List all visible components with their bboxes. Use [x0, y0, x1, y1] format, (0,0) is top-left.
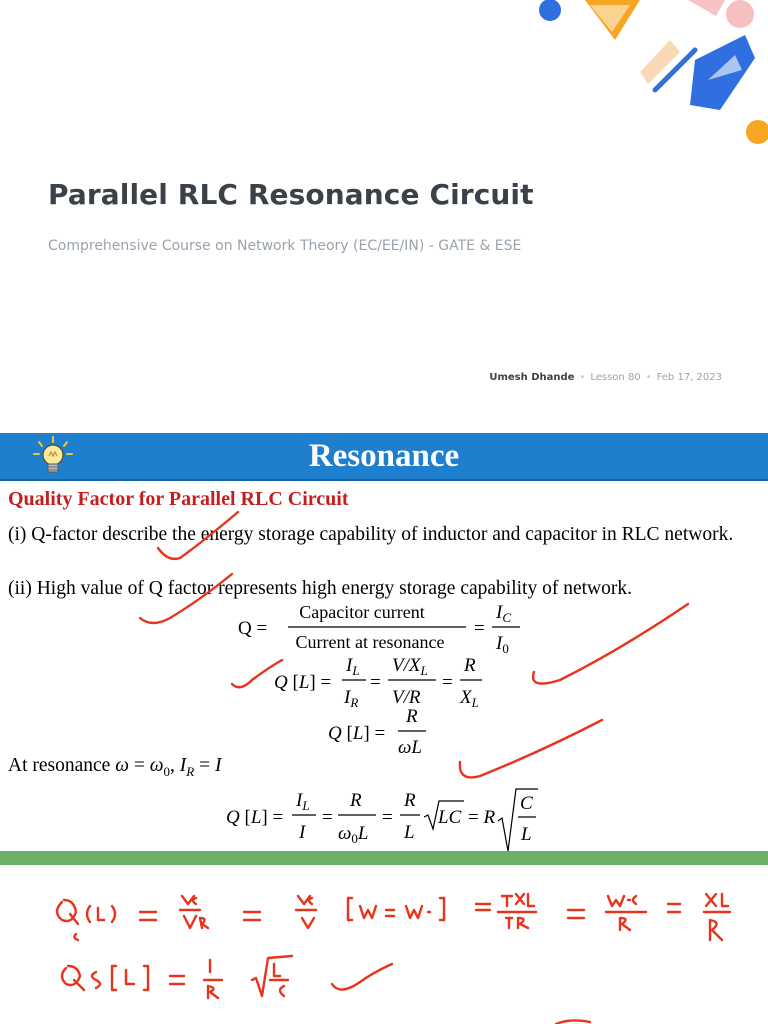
svg-text:R: R — [350, 790, 362, 811]
resonance-text: At resonance $\omega = \omega_0$, $I_R = I$ — [8, 755, 222, 779]
svg-text:IL: $I_L$ — [346, 655, 360, 678]
svg-text:=: = — [382, 807, 393, 828]
equation-q-ratios — [274, 651, 504, 711]
svg-text:ωL: ωL — [398, 737, 422, 758]
svg-text:R: R — [404, 790, 416, 811]
svg-text:XL: $X_L$ — [460, 687, 479, 710]
svg-text:IR: $I_R$ — [344, 687, 359, 710]
separator-dot: • — [645, 372, 652, 383]
svg-text:Q [L] =: Q [L] = — [226, 807, 284, 828]
point-text: Q-factor describe the energy storage capability of inductor and capacitor in RLC network. — [31, 524, 734, 545]
slide-banner — [0, 433, 768, 481]
equation-q-sqrt-c-over-l — [226, 785, 566, 855]
separator-dot: • — [579, 372, 586, 383]
lesson-meta — [489, 372, 722, 383]
lesson-date: Feb 17, 2023 — [656, 372, 722, 383]
lesson-number: Lesson 80 — [590, 372, 641, 383]
section-heading: Quality Factor for Parallel RLC Circuit — [8, 488, 349, 510]
svg-text:C: C — [520, 793, 533, 814]
svg-text:L: L — [521, 824, 532, 845]
svg-text:= R: = R — [468, 807, 496, 828]
section-divider — [0, 851, 768, 865]
stationery-illustration — [520, 0, 768, 160]
equation-q-capacitor-current — [238, 598, 538, 656]
eq-denominator: Current at resonance — [295, 632, 445, 652]
point-number: (i) — [8, 524, 27, 545]
svg-text:IL: $I_L$ — [296, 790, 310, 813]
svg-text:=: = — [370, 672, 381, 693]
eq-numerator: Capacitor current — [299, 602, 425, 622]
point-1 — [8, 522, 746, 548]
content-slide — [0, 433, 768, 865]
svg-text:Q [L] =: Q [L] = — [328, 723, 386, 744]
svg-text:V/XL: $V/X_L$ — [392, 655, 428, 678]
svg-text:ω0L: $\omega_0L$ — [338, 823, 369, 846]
point-text: High value of Q factor represents high energy storage capability of network. — [36, 578, 632, 599]
course-name: Comprehensive Course on Network Theory (EC/EE/IN) - GATE & ESE — [48, 238, 522, 254]
svg-text:=: = — [322, 807, 333, 828]
resonance-condition — [8, 753, 746, 785]
svg-text:LC: LC — [438, 807, 462, 828]
point-number: (ii) — [8, 578, 32, 599]
svg-text:R: R — [464, 655, 476, 676]
banner-title: Resonance — [308, 438, 460, 474]
eq-lhs: Q = — [238, 618, 268, 639]
handwritten-notes-area — [0, 866, 768, 1024]
eq-frac-den: $I_0$ — [496, 633, 509, 656]
svg-text:V/R: V/R — [392, 687, 421, 708]
author-name: Umesh Dhande — [489, 372, 575, 383]
eq-frac-num: $I_C$ — [496, 602, 511, 625]
svg-text:I: I — [299, 822, 306, 843]
lesson-title-slide — [0, 0, 768, 410]
eq-lhs: Q [L] = — [274, 672, 332, 693]
svg-text:L: L — [404, 822, 415, 843]
svg-text:=: = — [442, 672, 453, 693]
lesson-title: Parallel RLC Resonance Circuit — [48, 178, 534, 211]
svg-text:R: R — [406, 706, 418, 727]
eq-equals: = — [474, 618, 485, 639]
